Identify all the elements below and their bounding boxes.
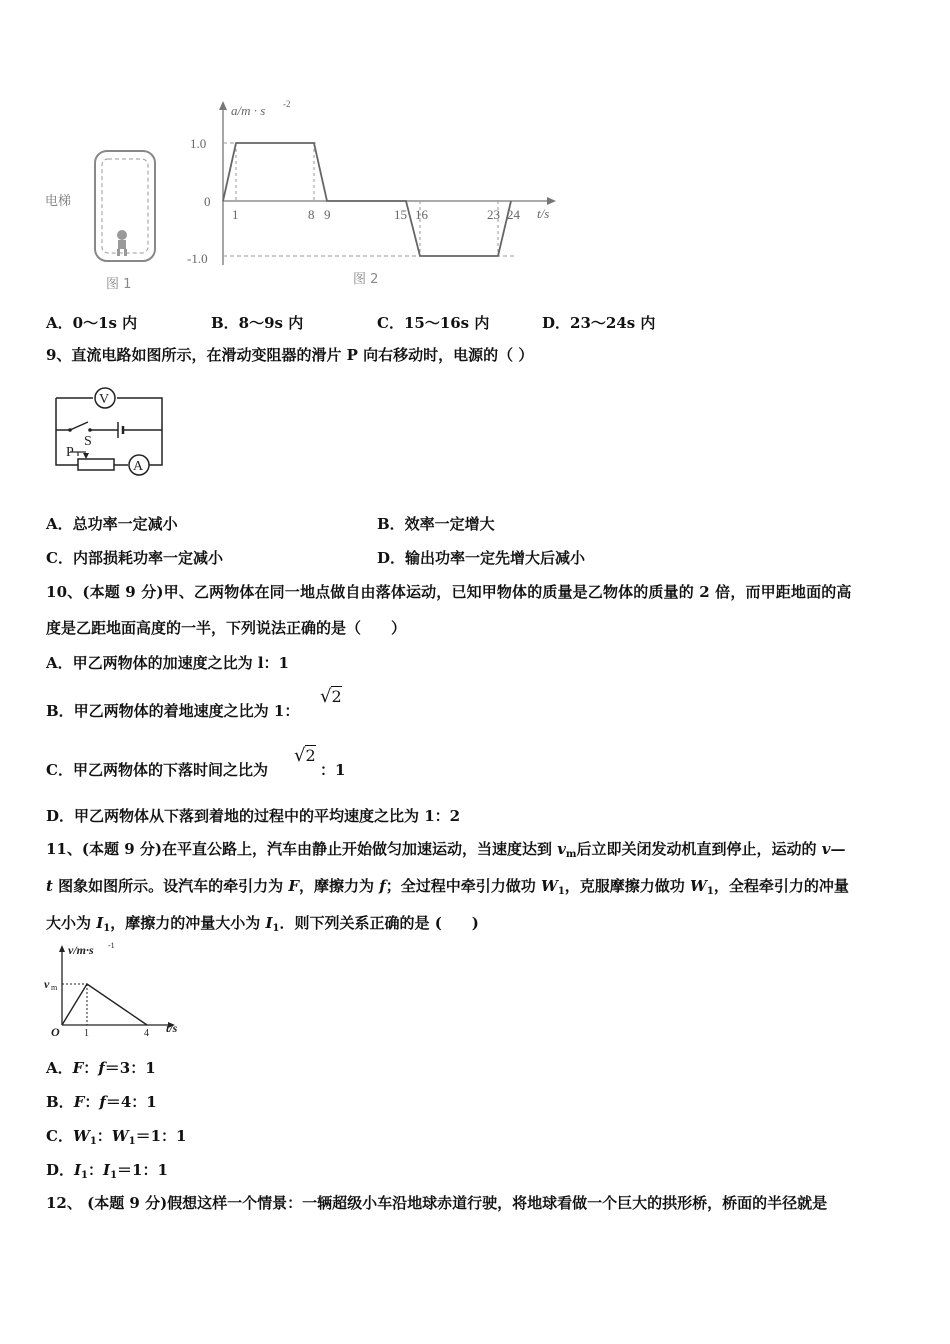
q10-option-b[interactable] <box>46 700 299 721</box>
q8-option-a[interactable]: A．0～1s 内 <box>46 314 138 332</box>
q11-option-b[interactable]: B．F：f＝4：1 <box>46 1093 157 1111</box>
elevator-label: 电梯 <box>45 194 72 209</box>
acceleration-curve <box>223 143 511 256</box>
svg-text:A: A <box>133 459 144 474</box>
x-tick-24: 24 <box>507 207 520 222</box>
rheostat <box>78 459 114 470</box>
q10-option-c-text: C．甲乙两物体的下落时间之比为 <box>46 761 268 779</box>
sqrt-2-c: √2 <box>294 745 316 766</box>
fig1-caption: 图 1 <box>106 277 132 292</box>
q11-option-a[interactable]: A．F：f＝3：1 <box>46 1059 156 1077</box>
vt-vm-sub: m <box>51 983 58 992</box>
vt-vm-label: v <box>44 977 50 991</box>
ammeter <box>129 455 149 475</box>
x-tick-16: 16 <box>415 207 428 222</box>
circuit-diagram <box>48 380 183 480</box>
q10-option-a[interactable]: A．甲乙两物体的加速度之比为 l：1 <box>46 654 289 672</box>
svg-text:V: V <box>99 392 110 407</box>
y-tick-1: 1.0 <box>190 136 207 151</box>
slider-arrow <box>83 453 89 459</box>
q8-option-c[interactable]: C．15～16s 内 <box>377 314 490 332</box>
vt-curve <box>62 984 147 1025</box>
switch <box>70 422 88 430</box>
vt-x-tick-1: 1 <box>84 1028 89 1039</box>
q11-stem-line3: 大小为 $I_1$，摩擦力的冲量大小为 $I_1$．则下列关系正确的是 ( ) <box>46 914 479 934</box>
q11-stem-line1: 11、(本题 9 分)在平直公路上，汽车由静止开始做匀加速运动，当速度达到 $v_m$后立即关闭发动机直到停止，运动的 v— <box>46 840 846 860</box>
q9-option-d[interactable]: D．输出功率一定先增大后减小 <box>377 549 586 567</box>
y-axis-label: a/m · s <box>231 103 266 118</box>
q9-option-c[interactable]: C．内部损耗功率一定减小 <box>46 549 223 567</box>
q9-option-a[interactable]: A．总功率一定减小 <box>46 515 178 533</box>
vt-graph <box>40 940 200 1040</box>
person-icon <box>117 230 127 256</box>
vt-x-label: t/s <box>166 1021 178 1035</box>
sqrt-radicand-b: 2 <box>331 687 342 706</box>
q10-option-c[interactable] <box>46 759 268 780</box>
vt-origin: O <box>51 1025 60 1039</box>
y-axis-exp: -2 <box>283 99 291 109</box>
q8-option-b[interactable]: B．8～9s 内 <box>211 314 304 332</box>
q9-option-b[interactable]: B．效率一定增大 <box>377 515 495 533</box>
switch-label: S <box>84 434 92 449</box>
q11-stem-line2: t 图象如图所示。设汽车的牵引力为 F，摩擦力为 f；全过程中牵引力做功 $W_1$，克服摩擦力做功 $W_1$，全程牵引力的冲量 <box>46 877 849 897</box>
q10-stem-line2: 度是乙距地面高度的一半，下列说法正确的是（ ） <box>46 619 407 637</box>
y-axis-arrow <box>219 101 227 110</box>
vt-x-tick-4: 4 <box>144 1028 149 1039</box>
q11-option-d[interactable]: D．$I_1$：$I_1=1$：1 <box>46 1161 168 1181</box>
q11-option-c[interactable]: C．$W_1$：$W_1=1$：1 <box>46 1127 187 1147</box>
slider-label: P <box>66 445 74 460</box>
y-tick-0: 0 <box>204 194 211 209</box>
vt-y-exp: -1 <box>108 941 115 950</box>
sqrt-radicand-c: 2 <box>305 746 316 765</box>
q12-stem: 12、 (本题 9 分)假想这样一个情景：一辆超级小车沿地球赤道行驶，将地球看做一个巨大的拱形桥，桥面的半径就是 <box>46 1194 828 1212</box>
q10-option-d[interactable]: D．甲乙两物体从下落到着地的过程中的平均速度之比为 1：2 <box>46 807 461 825</box>
x-axis-arrow <box>547 197 556 205</box>
x-tick-9: 9 <box>324 207 331 222</box>
fig2-caption: 图 2 <box>353 272 379 287</box>
q8-option-d[interactable]: D．23～24s 内 <box>542 314 656 332</box>
x-tick-15: 15 <box>394 207 407 222</box>
x-tick-8: 8 <box>308 207 315 222</box>
vt-y-label: v/m·s <box>68 943 94 957</box>
x-axis-label: t/s <box>537 206 550 221</box>
x-tick-23: 23 <box>487 207 500 222</box>
voltmeter <box>95 388 115 408</box>
battery <box>118 422 123 438</box>
q10-option-c-ratio: ：1 <box>320 761 346 779</box>
q9-stem: 9、直流电路如图所示，在滑动变阻器的滑片 P 向右移动时，电源的（ ） <box>46 346 534 364</box>
x-tick-1: 1 <box>232 207 239 222</box>
sqrt-2-b: √2 <box>320 686 342 707</box>
elevator-figure <box>40 95 570 305</box>
q10-stem-line1: 10、(本题 9 分)甲、乙两物体在同一地点做自由落体运动，已知甲物体的质量是乙物体的质量的 2 倍，而甲距地面的高 <box>46 583 852 601</box>
q10-option-b-text: B．甲乙两物体的着地速度之比为 1： <box>46 702 300 720</box>
y-tick-neg1: -1.0 <box>187 251 208 266</box>
